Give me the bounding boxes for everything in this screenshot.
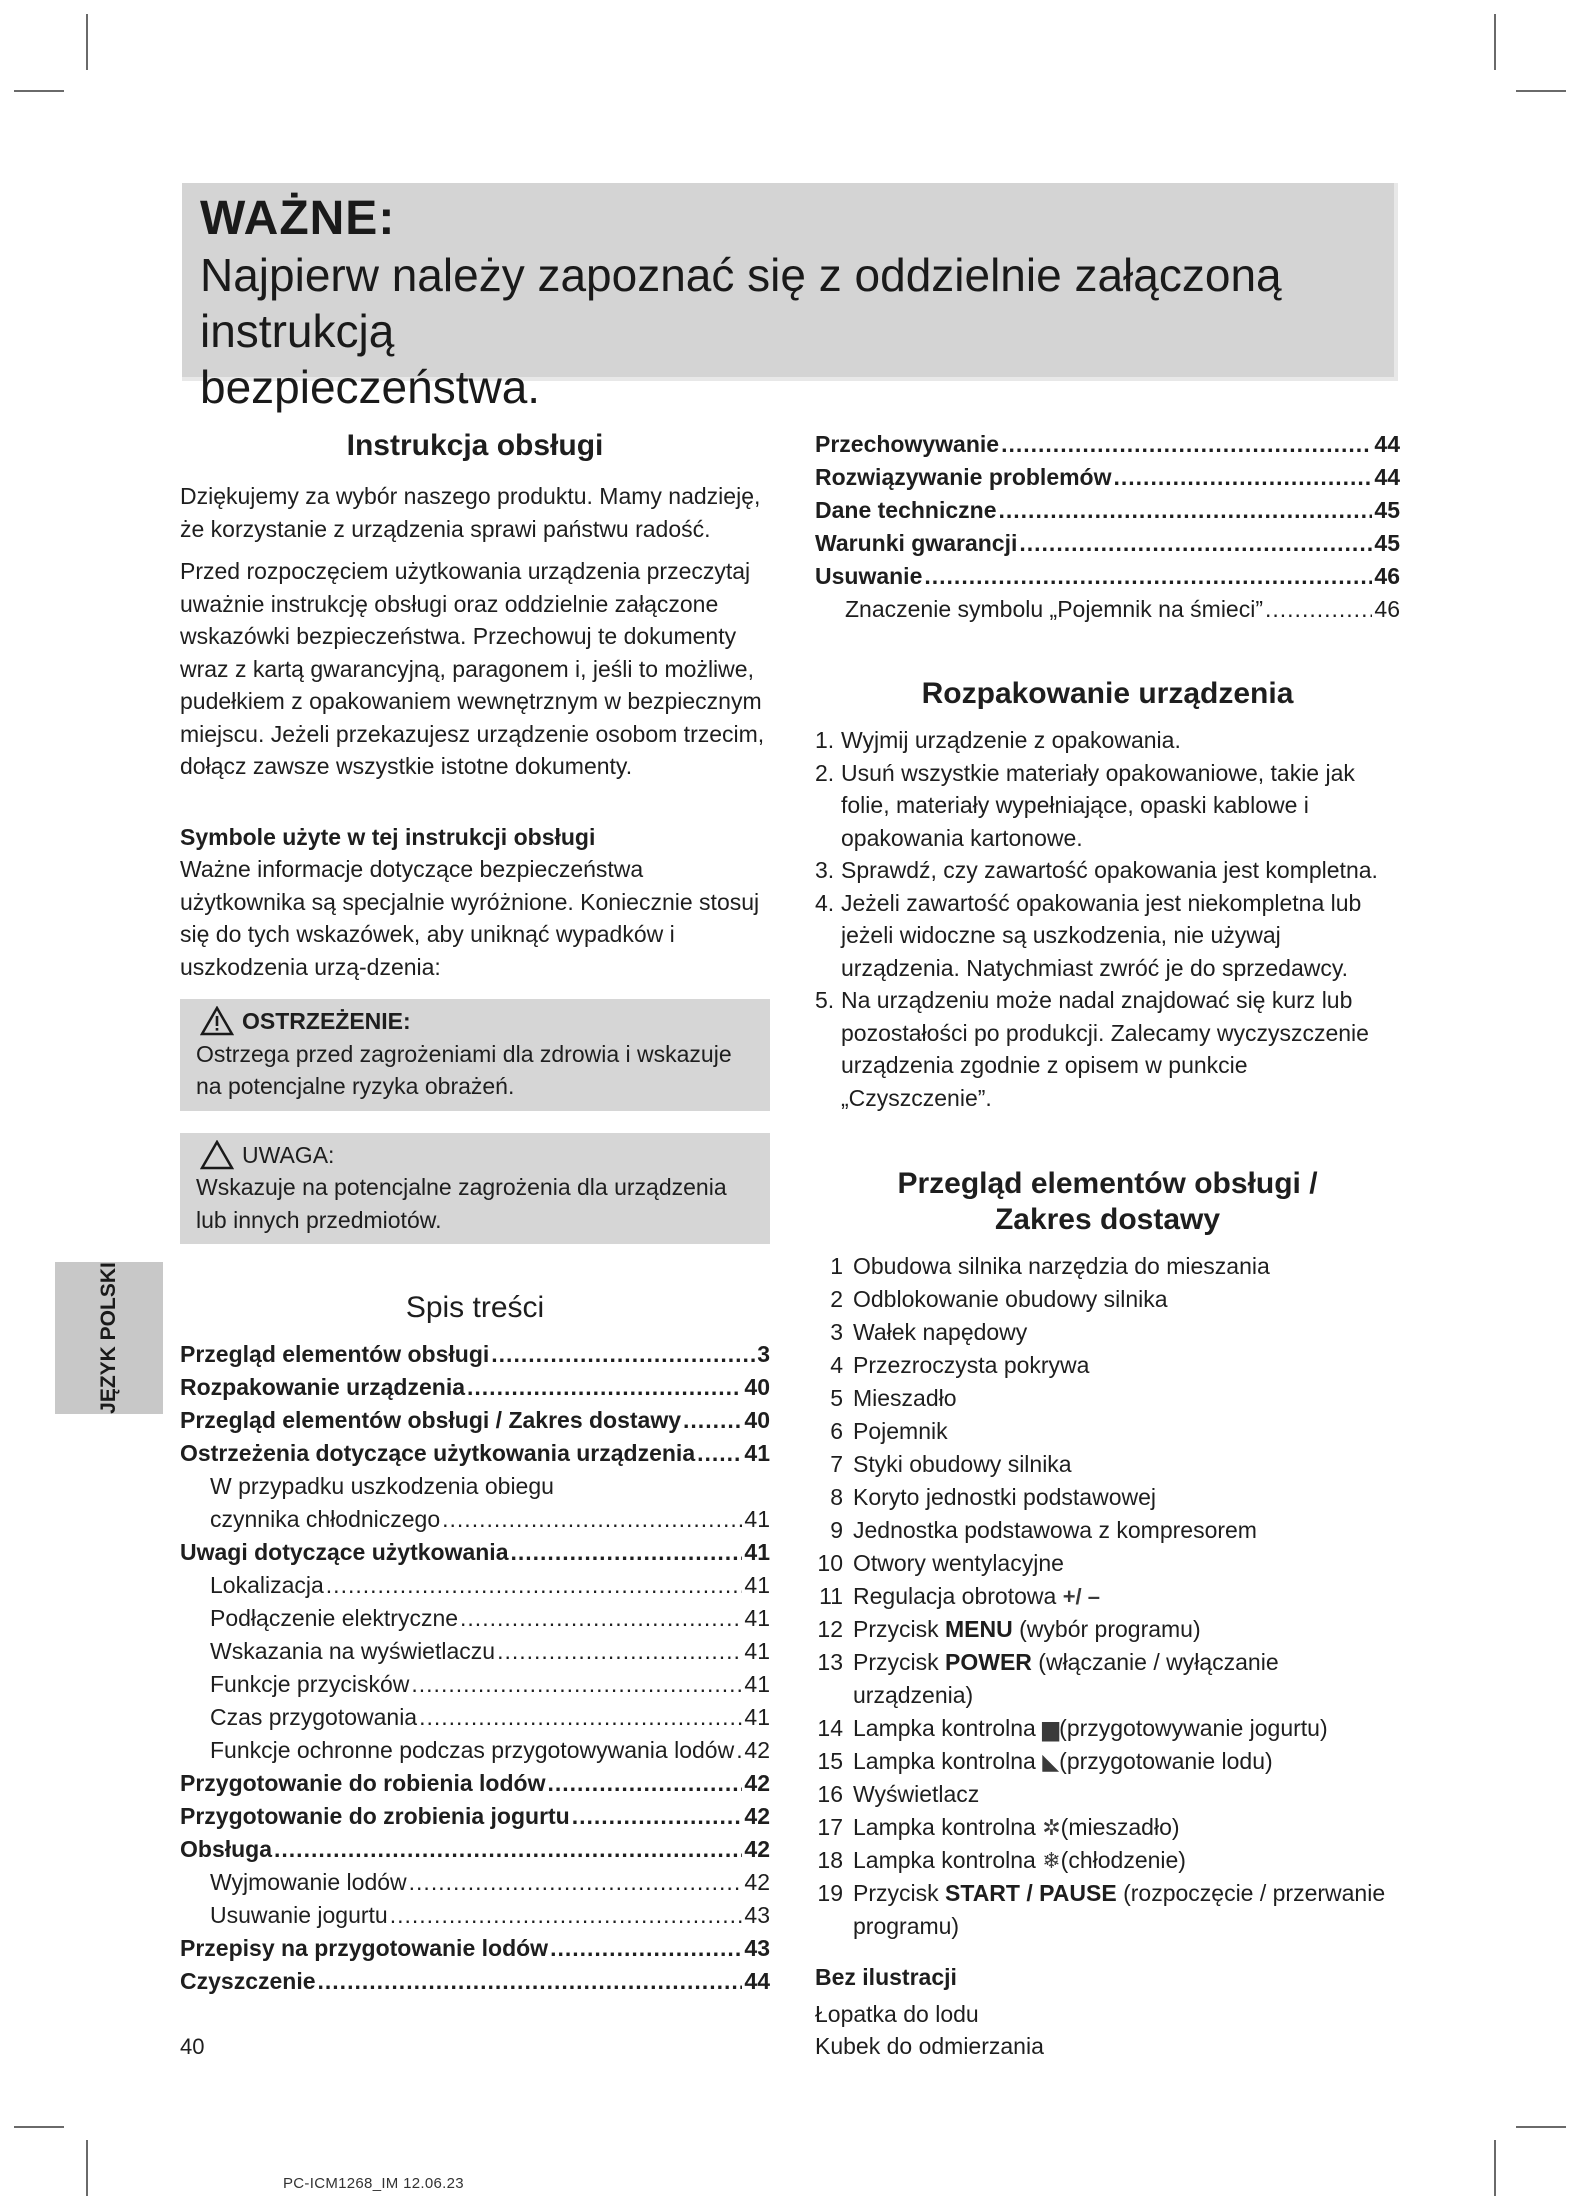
banner-line-2: bezpieczeństwa. xyxy=(200,361,541,413)
list-item: 19 Przycisk START / PAUSE (rozpoczęcie / przerwanie programu) xyxy=(817,1880,1386,1939)
unpack-steps xyxy=(815,724,1400,1114)
list-item: 18 Lampka kontrolna ❄(chłodzenie) xyxy=(817,1847,1186,1873)
list-item: 1 Obudowa silnika narzędzia do mieszania xyxy=(830,1253,1270,1279)
warning-label: OSTRZEŻENIE: xyxy=(242,1008,411,1034)
banner-line-1: Najpierw należy zapoznać się z oddzielnie załączoną instrukcją xyxy=(200,249,1282,357)
toc-entry[interactable]: Rozpakowanie urządzenia ..... 40 xyxy=(180,1371,770,1404)
warning-text: Ostrzega przed zagrożeniami dla zdrowia i wskazuje na potencjalne ryzyka obrażeń. xyxy=(196,1040,732,1099)
crop-mark xyxy=(1516,90,1566,92)
toc-entry[interactable]: Przepisy na przygotowanie lodów ..... 43 xyxy=(180,1932,770,1965)
table-of-contents xyxy=(180,1338,770,1998)
language-tab-label: JĘZYK POLSKI xyxy=(97,1262,120,1414)
toc-entry[interactable]: Przygotowanie do zrobienia jogurtu ..... 42 xyxy=(180,1800,770,1833)
toc-entry[interactable]: Uwagi dotyczące użytkowania ..... 41 xyxy=(180,1536,770,1569)
list-item: 3 Wałek napędowy xyxy=(830,1319,1028,1345)
toc-entry[interactable]: Usuwanie ..... 46 xyxy=(815,560,1400,593)
no-illustration-item: Łopatka do lodu xyxy=(815,2000,979,2027)
toc-entry[interactable]: Ostrzeżenia dotyczące użytkowania urządzenia ..... 41 xyxy=(180,1437,770,1470)
list-item: 16 Wyświetlacz xyxy=(817,1781,980,1807)
list-item: 8 Koryto jednostki podstawowej xyxy=(830,1484,1156,1510)
caution-label: UWAGA: xyxy=(242,1141,335,1168)
caution-box xyxy=(180,1133,770,1245)
overview-title-line-2: Zakres dostawy xyxy=(994,1203,1221,1236)
caution-text: Wskazuje na potencjalne zagrożenia dla urządzenia lub innych przedmiotów. xyxy=(196,1174,727,1233)
list-item: 6 Pojemnik xyxy=(830,1418,948,1444)
yogurt-cup-icon: ▆ xyxy=(1042,1716,1060,1741)
crop-mark xyxy=(1494,14,1496,70)
toc-entry[interactable]: Warunki gwarancji ..... 45 xyxy=(815,527,1400,560)
toc-entry[interactable]: Przegląd elementów obsługi ..... 3 xyxy=(180,1338,770,1371)
snowflake-icon: ❄ xyxy=(1042,1848,1061,1873)
list-item: 15 Lampka kontrolna ◣(przygotowanie lodu) xyxy=(817,1748,1273,1774)
overview-title-line-1: Przegląd elementów obsługi / xyxy=(897,1167,1318,1200)
intro-title: Instrukcja obsługi xyxy=(346,429,604,462)
warning-triangle-icon xyxy=(200,1006,234,1036)
list-item: 10 Otwory wentylacyjne xyxy=(817,1550,1064,1576)
crop-mark xyxy=(1516,2126,1566,2128)
right-column xyxy=(815,428,1400,2063)
toc-entry[interactable]: Rozwiązywanie problemów ..... 44 xyxy=(815,461,1400,494)
crop-mark xyxy=(86,2140,88,2196)
list-item: 1. Wyjmij urządzenie z opakowania. xyxy=(815,727,1181,753)
crop-mark xyxy=(14,90,64,92)
warning-header xyxy=(196,1005,754,1038)
toc-entry[interactable]: Wskazania na wyświetlaczu ..... 41 xyxy=(180,1635,770,1668)
page-number: 40 xyxy=(180,2034,205,2059)
unpack-title: Rozpakowanie urządzenia xyxy=(921,677,1294,710)
intro-paragraph-1: Dziękujemy za wybór naszego produktu. Mamy nadzieję, że korzystanie z urządzenia sprawi państwu radość. xyxy=(180,483,761,542)
ice-cream-cone-icon: ◣ xyxy=(1042,1749,1060,1774)
toc-entry[interactable]: Dane techniczne ..... 45 xyxy=(815,494,1400,527)
crop-mark xyxy=(86,14,88,70)
toc-entry[interactable]: Podłączenie elektryczne ..... 41 xyxy=(180,1602,770,1635)
toc-entry[interactable]: Przegląd elementów obsługi / Zakres dostawy ..... 40 xyxy=(180,1404,770,1437)
left-column xyxy=(180,428,770,1998)
toc-entry[interactable]: Obsługa ..... 42 xyxy=(180,1833,770,1866)
toc-entry[interactable]: Wyjmowanie lodów ..... 42 xyxy=(180,1866,770,1899)
list-item: 4. Jeżeli zawartość opakowania jest niekompletna lub jeżeli widoczne są uszkodzenia, nie używaj urządzenia. Natychmiast zwróć je do sprzedawcy. xyxy=(815,889,1362,981)
overview-title xyxy=(815,1166,1400,1238)
toc-entry[interactable]: Przechowywanie ..... 44 xyxy=(815,428,1400,461)
list-item: 9 Jednostka podstawowa z kompresorem xyxy=(830,1517,1257,1543)
warning-box xyxy=(180,999,770,1111)
list-item: 4 Przezroczysta pokrywa xyxy=(830,1352,1090,1378)
toc-entry[interactable]: Funkcje przycisków ..... 41 xyxy=(180,1668,770,1701)
list-item: 2. Usuń wszystkie materiały opakowaniowe, takie jak folie, materiały wypełniające, opaski kablowe i opakowania kartonowe. xyxy=(815,759,1355,851)
symbols-heading: Symbole użyte w tej instrukcji obsługi xyxy=(180,823,596,850)
intro-paragraph-2: Przed rozpoczęciem użytkowania urządzenia przeczytaj uważnie instrukcję obsługi oraz oddzielnie załączone wskazówki bezpieczeństwa. Przechowuj te dokumenty wraz z kartą gwarancyjną, paragonem i, jeśli to możliwe, pudełkiem z opakowaniem wewnętrznym w bezpiecznym miejscu. Jeżeli przekazujesz urządzenie osobom trzecim, dołącz zawsze wszystkie istotne dokumenty. xyxy=(180,558,765,779)
no-illustration-item: Kubek do odmierzania xyxy=(815,2033,1044,2059)
toc-entry[interactable]: Znaczenie symbolu „Pojemnik na śmieci” ..... 46 xyxy=(815,593,1400,626)
footer-document-code: PC-ICM1268_IM 12.06.23 xyxy=(283,2175,464,2192)
mixer-paddle-icon: ✲ xyxy=(1042,1815,1061,1840)
list-item: 7 Styki obudowy silnika xyxy=(830,1451,1072,1477)
toc-entry-wrapped-line[interactable]: W przypadku uszkodzenia obiegu xyxy=(210,1473,554,1499)
list-item: 14 Lampka kontrolna ▆(przygotowywanie jogurtu) xyxy=(817,1715,1328,1741)
caution-triangle-icon xyxy=(200,1140,234,1170)
list-item: 5 Mieszadło xyxy=(830,1385,957,1411)
toc-entry[interactable]: Czyszczenie ..... 44 xyxy=(180,1965,770,1998)
toc-entry[interactable]: czynnika chłodniczego ..... 41 xyxy=(180,1503,770,1536)
table-of-contents-continued xyxy=(815,428,1400,626)
list-item: 17 Lampka kontrolna ✲(mieszadło) xyxy=(817,1814,1180,1840)
list-item: 12 Przycisk MENU (wybór programu) xyxy=(817,1616,1201,1642)
no-illustration-heading: Bez ilustracji xyxy=(815,1964,957,1990)
parts-list xyxy=(815,1250,1400,1943)
toc-title: Spis treści xyxy=(405,1291,545,1324)
toc-entry[interactable]: Czas przygotowania ..... 41 xyxy=(180,1701,770,1734)
toc-entry[interactable]: Przygotowanie do robienia lodów ..... 42 xyxy=(180,1767,770,1800)
plus-minus-icon: +/ – xyxy=(1062,1584,1100,1609)
symbols-text: Ważne informacje dotyczące bezpieczeństwa użytkownika są specjalnie wyróżnione. Koniecznie stosuj się do tych wskazówek, aby uniknąć wypadków i uszkodzenia urzą-dzenia: xyxy=(180,856,760,980)
crop-mark xyxy=(1494,2140,1496,2196)
list-item: 5. Na urządzeniu może nadal znajdować się kurz lub pozostałości po produkcji. Zalecamy wyczyszczenie urządzenia zgodnie z opisem w punkcie „Czyszczenie”. xyxy=(815,987,1369,1111)
caution-header xyxy=(196,1139,754,1172)
important-banner xyxy=(182,183,1398,413)
toc-entry[interactable]: Lokalizacja ..... 41 xyxy=(180,1569,770,1602)
language-tab xyxy=(55,1262,163,1414)
list-item: 3. Sprawdź, czy zawartość opakowania jest kompletna. xyxy=(815,857,1378,883)
toc-entry[interactable]: Usuwanie jogurtu ..... 43 xyxy=(180,1899,770,1932)
list-item: 13 Przycisk POWER (włączanie / wyłączanie urządzenia) xyxy=(817,1649,1279,1708)
toc-entry[interactable]: Funkcje ochronne podczas przygotowywania lodów ..... 42 xyxy=(180,1734,770,1767)
list-item: 2 Odblokowanie obudowy silnika xyxy=(830,1286,1168,1312)
banner-title: WAŻNE: xyxy=(200,192,396,245)
crop-mark xyxy=(14,2126,64,2128)
list-item: 11 Regulacja obrotowa +/ – xyxy=(819,1583,1100,1609)
